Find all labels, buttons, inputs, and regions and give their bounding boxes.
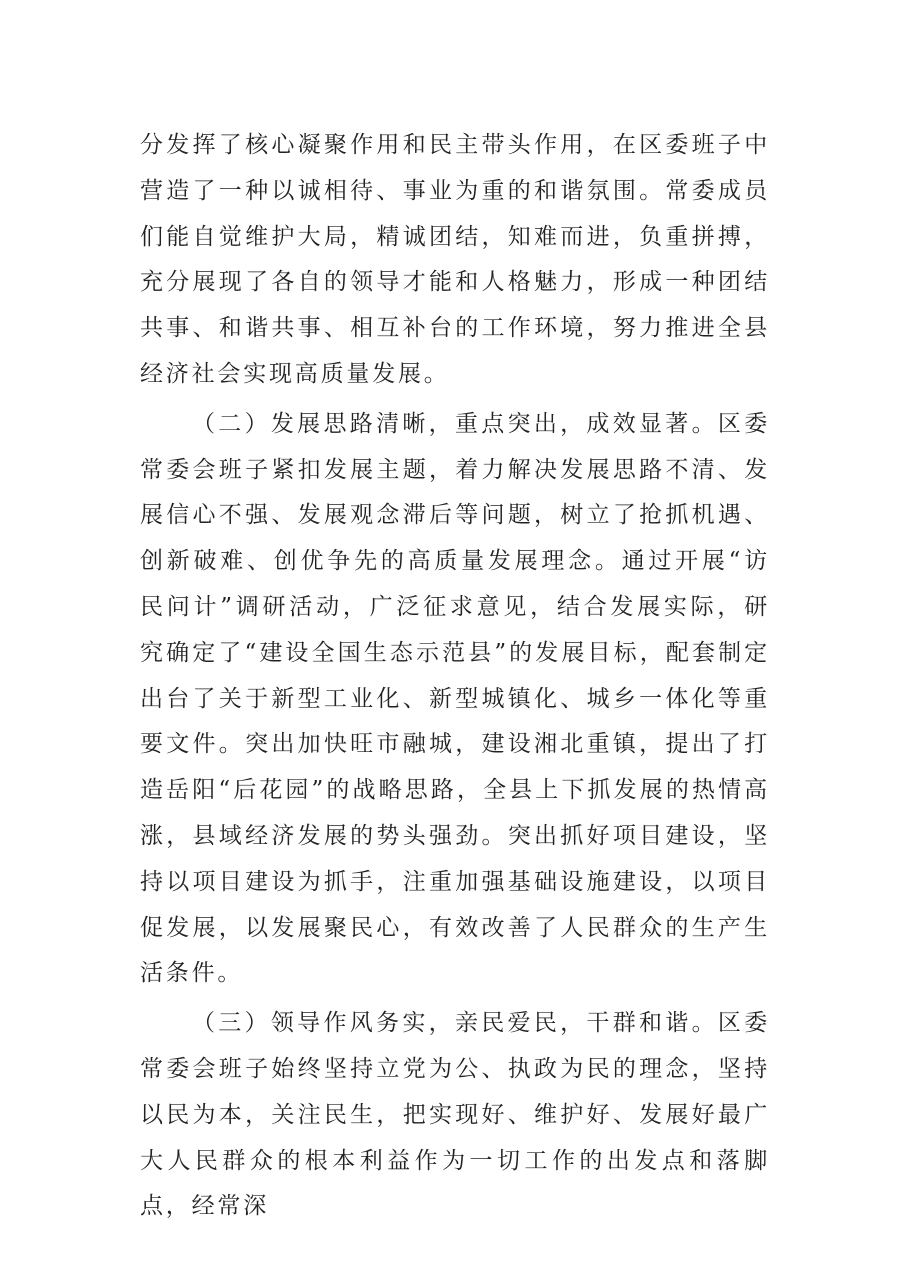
paragraph-section-three: （三）领导作风务实，亲民爱民，干群和谐。区委常委会班子始终坚持立党为公、执政为民的理念，坚持以民为本，关注民生，把实现好、维护好、发展好最广大人民群众的根本利益作为一切工作的出发点和落脚点，经常深 (140, 1010, 770, 1220)
document-body (140, 123, 770, 1230)
paragraph-continuation: 分发挥了核心凝聚作用和民主带头作用，在区委班子中营造了一种以诚相待、事业为重的和谐氛围。常委成员们能自觉维护大局，精诚团结，知难而进，负重拼搏，充分展现了各自的领导才能和人格魅力，形成一种团结共事、和谐共事、相互补台的工作环境，努力推进全县经济社会实现高质量发展。 (140, 132, 770, 387)
paragraph-section-two: （二）发展思路清晰，重点突出，成效显著。区委常委会班子紧扣发展主题，着力解决发展思路不清、发展信心不强、发展观念滞后等问题，树立了抢抓机遇、创新破难、创优争先的高质量发展理念。通过开展“访民问计”调研活动，广泛征求意见，结合发展实际，研究确定了“建设全国生态示范县”的发展目标，配套制定出台了关于新型工业化、新型城镇化、城乡一体化等重要文件。突出加快旺市融城，建设湘北重镇，提出了打造岳阳“后花园”的战略思路，全县上下抓发展的热情高涨，县域经济发展的势头强劲。突出抓好项目建设，坚持以项目建设为抓手，注重加强基础设施建设，以项目促发展，以发展聚民心，有效改善了人民群众的生产生活条件。 (140, 410, 770, 987)
